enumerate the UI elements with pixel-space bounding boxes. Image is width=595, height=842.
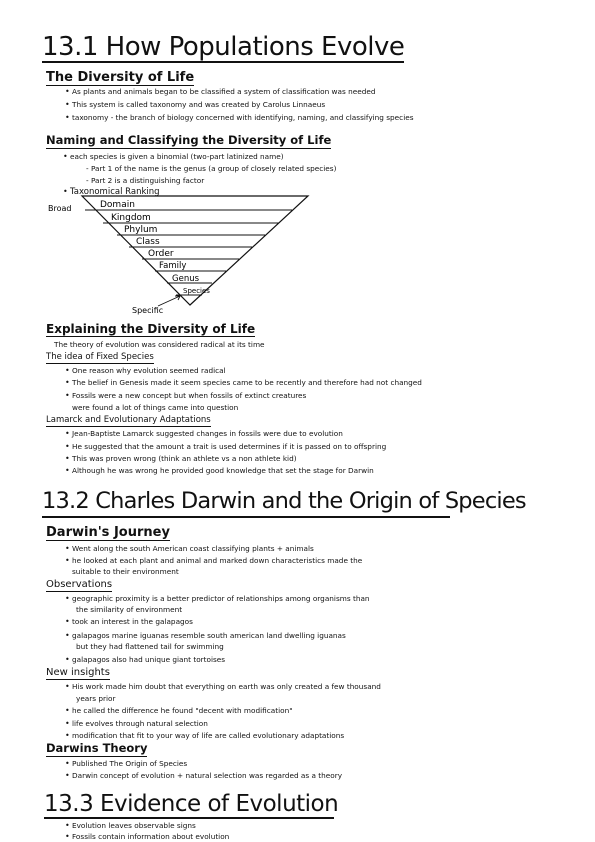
bullet-item: • As plants and animals began to be classified a system of classification was needed [72, 88, 375, 95]
heading-explaining-diversity: Explaining the Diversity of Life [46, 322, 256, 336]
bullet-item: • taxonomy - the branch of biology concerned with identifying, naming, and classifying species [72, 114, 414, 121]
bullet-item: • This was proven wrong (think an athlete vs a non athlete kid) [72, 455, 297, 462]
sub-item: - Part 2 is a distinguishing factor [86, 176, 205, 185]
intro-line: The theory of evolution was considered radical at its time [54, 340, 265, 349]
continuation-line: suitable to their environment [72, 567, 179, 576]
rank-species: Species [183, 287, 210, 295]
title-underline [44, 817, 334, 819]
bullet-item: • Although he was wrong he provided good knowledge that set the stage for Darwin [72, 467, 374, 474]
heading-naming-classifying: Naming and Classifying the Diversity of Life [46, 133, 332, 147]
bullet-item: • Published The Origin of Species [72, 760, 187, 767]
bullet-item: • One reason why evolution seemed radical [72, 367, 226, 374]
heading-lamarck: Lamarck and Evolutionary Adaptations [46, 415, 211, 425]
rank-phylum: Phylum [124, 225, 158, 235]
specific-label: Specific [132, 306, 164, 315]
broad-label: Broad [48, 204, 72, 213]
bullet-item: • The belief in Genesis made it seem species came to be recently and therefore had not changed [72, 379, 422, 386]
bullet-item: • each species is given a binomial (two-part latinized name) [70, 153, 284, 160]
rank-family: Family [159, 261, 187, 271]
rank-domain: Domain [100, 200, 135, 210]
sub-item: - Part 1 of the name is the genus (a group of closely related species) [86, 164, 337, 173]
bullet-item: • galapagos also had unique giant tortoises [72, 656, 225, 663]
rank-genus: Genus [172, 274, 200, 284]
bullet-item: • he called the difference he found "decent with modification" [72, 707, 293, 714]
heading-darwins-journey: Darwin's Journey [46, 525, 170, 540]
bullet-item: • Evolution leaves observable signs [72, 822, 196, 829]
bullet-item: • geographic proximity is a better predictor of relationships among organisms than [72, 595, 370, 602]
continuation-line: but they had flattened tail for swimming [76, 642, 224, 651]
section-title-13-3: 13.3 Evidence of Evolution [44, 791, 339, 817]
bullet-item: • Taxonomical Ranking [70, 188, 160, 197]
bullet-item: • This system is called taxonomy and was created by Carolus Linnaeus [72, 101, 325, 108]
rank-class: Class [136, 237, 160, 247]
bullet-item: • His work made him doubt that everything on earth was only created a few thousand [72, 683, 381, 690]
heading-fixed-species: The idea of Fixed Species [46, 352, 154, 362]
heading-observations: Observations [46, 579, 113, 590]
continuation-line: the similarity of environment [76, 605, 183, 614]
heading-darwins-theory: Darwins Theory [46, 741, 148, 755]
bullet-item: • took an interest in the galapagos [72, 618, 193, 625]
bullet-item: • Fossils contain information about evolution [72, 833, 229, 840]
section-title-13-1: 13.1 How Populations Evolve [42, 32, 405, 62]
heading-diversity-of-life: The Diversity of Life [46, 70, 195, 85]
rank-kingdom: Kingdom [111, 213, 151, 223]
heading-new-insights: New insights [46, 667, 110, 678]
bullet-item: • He suggested that the amount a trait is used determines if it is passed on to offspring [72, 443, 386, 450]
bullet-item: • modification that fit to your way of life are called evolutionary adaptations [72, 732, 344, 739]
bullet-item: • galapagos marine iguanas resemble south american land dwelling iguanas [72, 632, 346, 639]
rank-order: Order [148, 249, 174, 259]
bullet-item: • Jean-Baptiste Lamarck suggested changes in fossils were due to evolution [72, 430, 343, 437]
title-underline [42, 516, 450, 518]
bullet-item: • he looked at each plant and animal and marked down characteristics made the [72, 557, 362, 564]
bullet-item: • Went along the south American coast classifying plants + animals [72, 545, 314, 552]
bullet-item: • Fossils were a new concept but when fossils of extinct creatures [72, 392, 306, 399]
bullet-item: • life evolves through natural selection [72, 720, 208, 727]
section-title-13-2: 13.2 Charles Darwin and the Origin of Species [42, 488, 526, 514]
continuation-line: were found a lot of things came into question [72, 403, 239, 412]
continuation-line: years prior [76, 694, 116, 703]
bullet-item: • Darwin concept of evolution + natural selection was regarded as a theory [72, 772, 342, 779]
